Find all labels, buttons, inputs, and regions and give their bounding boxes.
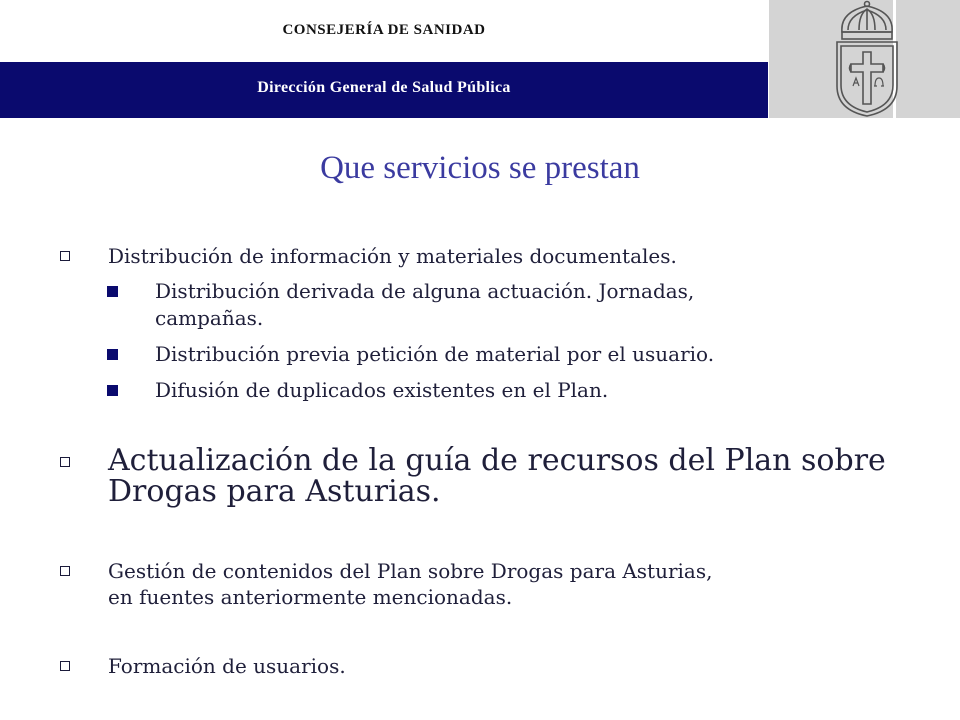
list-item-text: Distribución de información y materiales documentales. bbox=[108, 244, 677, 268]
slide-title: Que servicios se prestan bbox=[320, 150, 640, 186]
list-item-text-continued: en fuentes anteriormente mencionadas. bbox=[108, 585, 513, 609]
list-item-text: Actualización de la guía de recursos del Plan sobre bbox=[108, 443, 886, 478]
hollow-square-bullet-icon bbox=[60, 661, 70, 671]
hollow-square-bullet-icon bbox=[60, 566, 70, 576]
sub-item-text: Distribución derivada de alguna actuación. Jornadas, bbox=[155, 279, 695, 303]
list-item-text-continued: Drogas para Asturias. bbox=[108, 474, 441, 509]
sub-item-text: Distribución previa petición de material por el usuario. bbox=[155, 342, 715, 366]
sub-item-text-continued: campañas. bbox=[155, 306, 264, 330]
filled-square-bullet-icon bbox=[107, 385, 118, 396]
sub-item-text: Difusión de duplicados existentes en el Plan. bbox=[155, 378, 609, 402]
asturias-coat-of-arms-icon bbox=[826, 0, 908, 118]
organization-title: CONSEJERÍA DE SANIDAD bbox=[282, 22, 486, 38]
hollow-square-bullet-icon bbox=[60, 251, 70, 261]
filled-square-bullet-icon bbox=[107, 286, 118, 297]
hollow-square-bullet-icon bbox=[60, 457, 70, 467]
header bbox=[0, 0, 768, 62]
department-title: Dirección General de Salud Pública bbox=[257, 79, 511, 96]
department-banner bbox=[0, 62, 768, 118]
list-item-text: Formación de usuarios. bbox=[108, 654, 346, 678]
list-item-text: Gestión de contenidos del Plan sobre Drogas para Asturias, bbox=[108, 559, 713, 583]
filled-square-bullet-icon bbox=[107, 349, 118, 360]
